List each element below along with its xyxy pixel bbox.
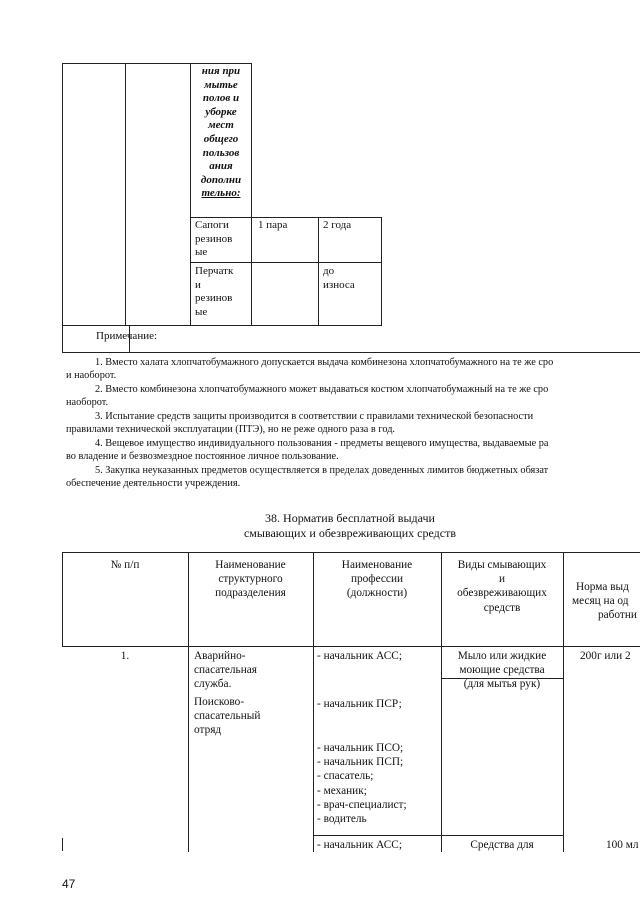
note-2: 2. Вместо комбинезона хлопчатобумажного может выдаваться костюм хлопчатобумажный на те же сро xyxy=(95,384,549,395)
boots-term: 2 года xyxy=(323,219,352,231)
note-3: 3. Испытание средств защиты производится в соответствии с правилами технической безопасности xyxy=(95,411,534,422)
row-number: 1. xyxy=(120,650,130,662)
header-number: № п/п xyxy=(110,559,140,571)
item-usage-description: ния при мытье полов и уборке мест общего пользов ания дополни тельно: xyxy=(200,65,242,200)
note-2-cont: наоборот. xyxy=(66,397,109,408)
note-label: Примечание: xyxy=(96,330,158,342)
page-number: 47 xyxy=(62,877,76,891)
norm-value-2: 100 мл xyxy=(606,839,639,851)
profession-head-ass-2: - начальник АСС; xyxy=(317,839,402,851)
section-title: 38. Норматив бесплатной выдачи смывающих и обезвреживающих средств xyxy=(243,511,457,540)
means-second: Средства для xyxy=(470,839,534,851)
header-norm: Норма выд месяц на од работни xyxy=(572,581,637,622)
profession-head-psr: - начальник ПСР; xyxy=(317,698,402,710)
header-unit: Наименование структурного подразделения xyxy=(215,559,286,600)
profession-list: - начальник ПСО; - начальник ПСП; - спасатель; - механик; - врач-специалист; - водитель xyxy=(317,742,407,826)
gloves-name: Перчатк и резинов ые xyxy=(195,265,234,318)
means-soap: Мыло или жидкие моющие средства (для мытья рук) xyxy=(457,650,547,691)
note-1: 1. Вместо халата хлопчатобумажного допускается выдача комбинезона хлопчатобумажного на те же сро xyxy=(95,357,554,368)
note-3-cont: правилами технической эксплуатации (ПТЭ), но не реже одного раза в год. xyxy=(66,424,396,435)
note-5: 5. Закупка неуказанных предметов осуществляется в пределах доведенных лимитов бюджетных обязат xyxy=(95,465,549,476)
row-unit-search-squad: Поисково- спасательный отряд xyxy=(194,696,261,737)
header-types: Виды смывающих и обезвреживающих средств xyxy=(457,559,547,614)
note-5-cont: обеспечение деятельности учреждения. xyxy=(66,478,241,489)
norm-value-1: 200г или 2 xyxy=(580,650,631,662)
note-4-cont: во владение и безвозмездное постоянное личное пользование. xyxy=(66,451,339,462)
note-4: 4. Вещевое имущество индивидуального пользования - предметы вещевого имущества, выдаваемые ра xyxy=(95,438,549,449)
boots-name: Сапоги резинов ые xyxy=(195,219,233,259)
row-unit-rescue-service: Аварийно- спасательная служба. xyxy=(194,650,257,691)
header-profession: Наименование профессии (должности) xyxy=(341,559,413,600)
note-1-cont: и наоборот. xyxy=(66,370,117,381)
profession-head-ass: - начальник АСС; xyxy=(317,650,402,662)
boots-quantity: 1 пара xyxy=(258,219,288,231)
gloves-term: до износа xyxy=(323,265,355,291)
